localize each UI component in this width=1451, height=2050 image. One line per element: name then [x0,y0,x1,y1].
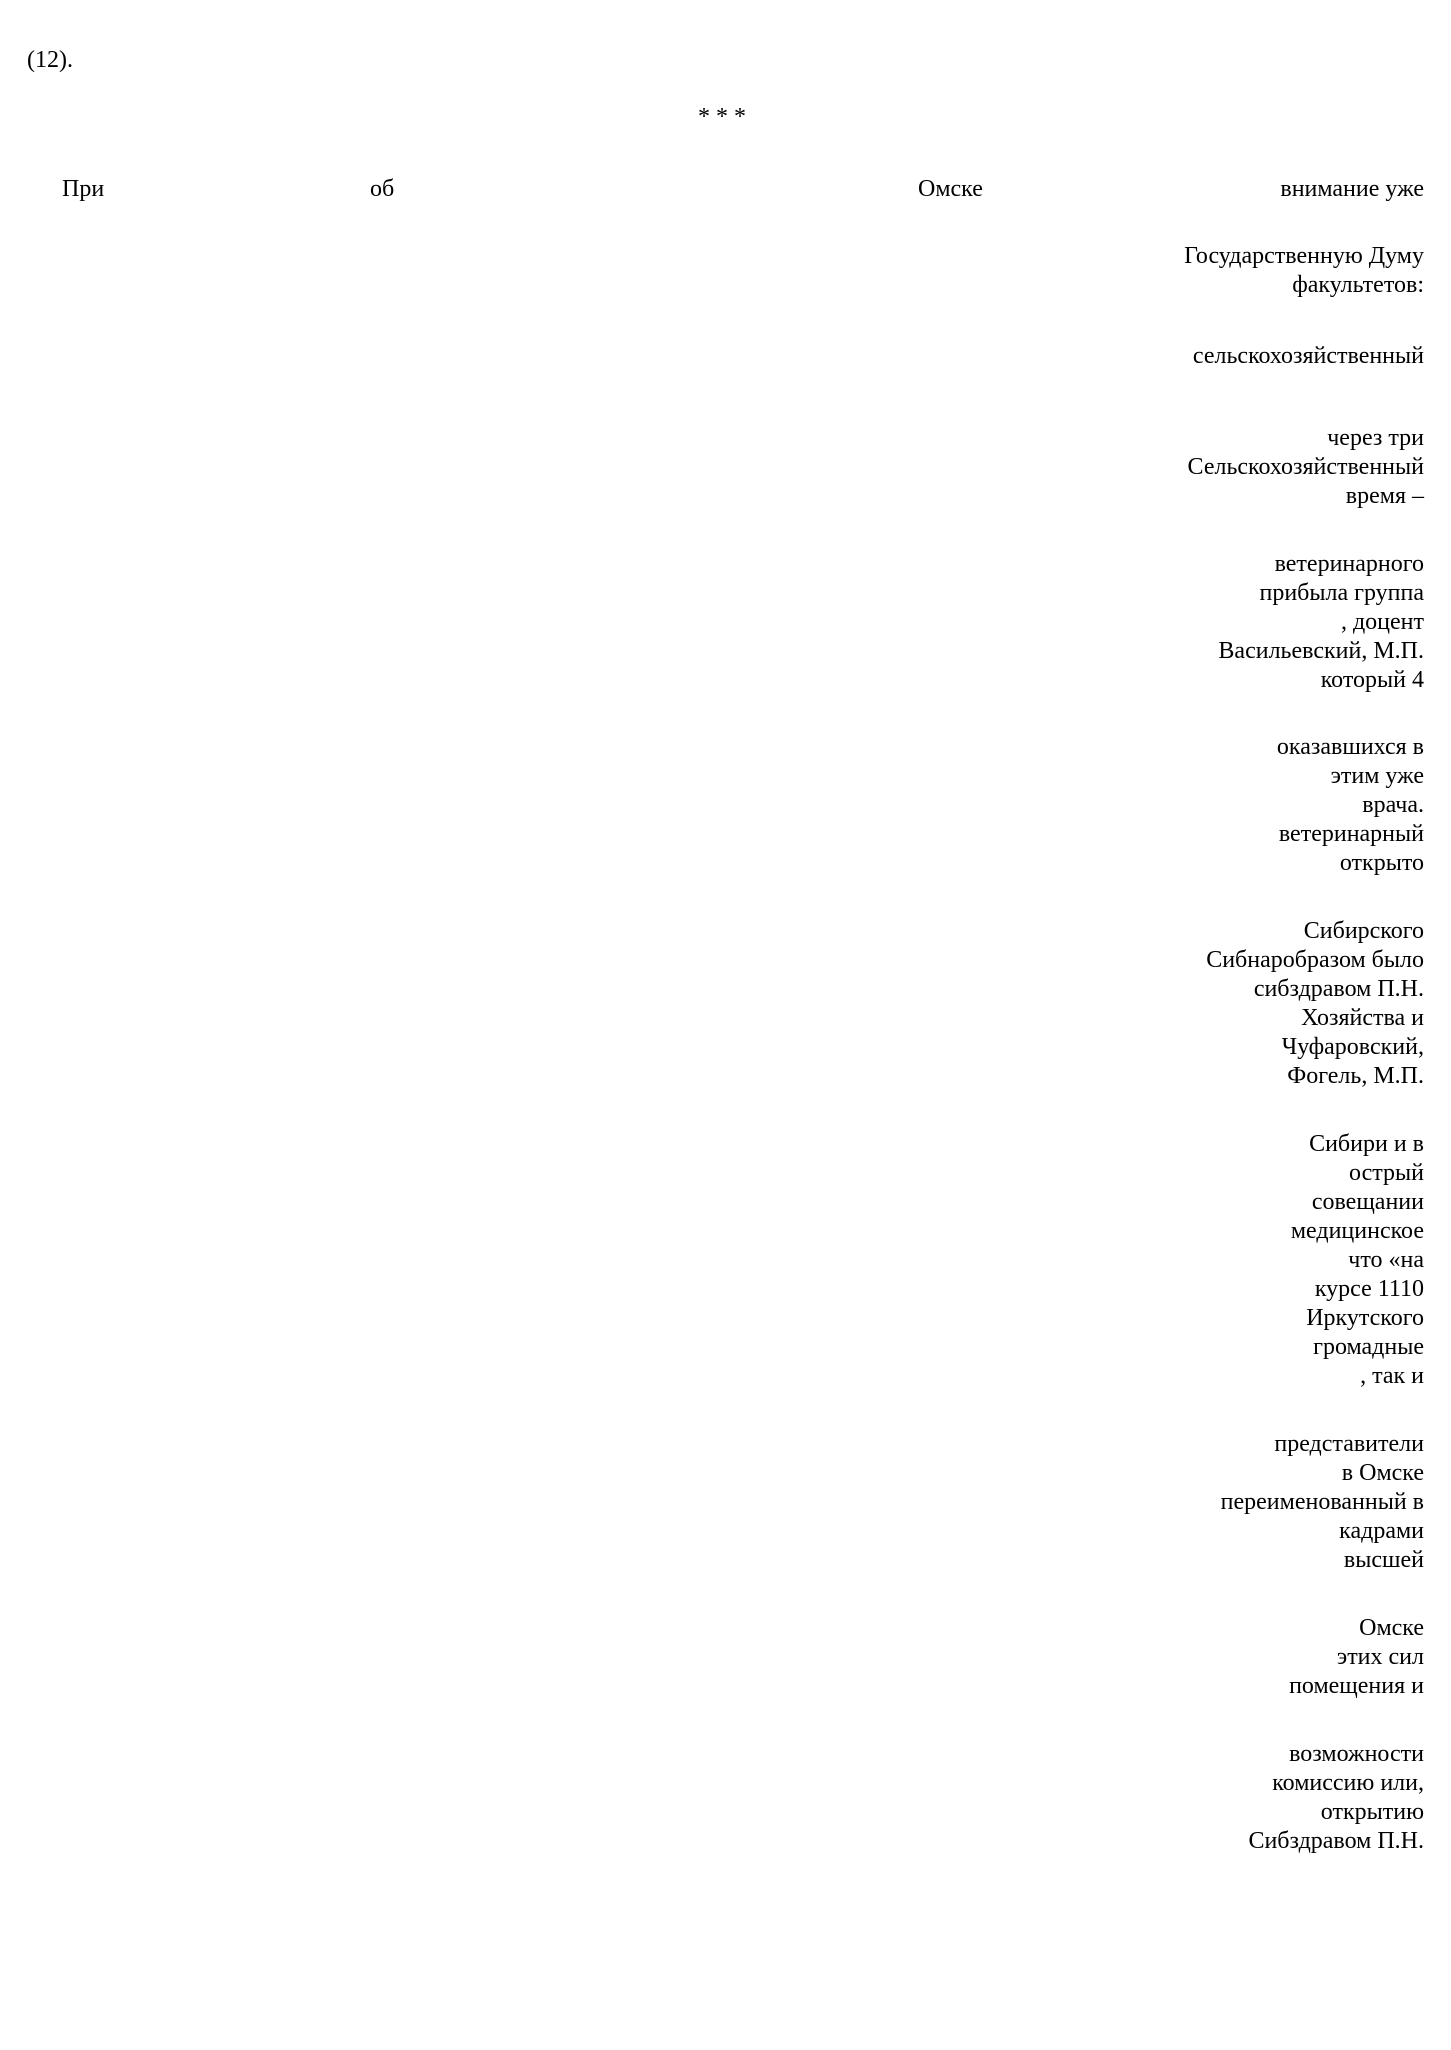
right-column-line: представители [1274,1431,1424,1457]
right-column-line: Сибири и в [1309,1131,1424,1157]
right-column-line: ветеринарный [1278,821,1424,847]
right-column-line: Иркутского [1306,1305,1424,1331]
right-column-line: высшей [1343,1547,1424,1573]
right-column-line: Чуфаровский, [1281,1034,1424,1060]
line-word-3: Омске [918,176,983,202]
right-column-line: , доцент [1340,609,1424,635]
line-word-1: При [62,176,105,202]
right-column-line: через три [1327,425,1424,451]
right-column-line: сибздравом П.Н. [1253,976,1424,1002]
line-word-2: об [370,176,395,202]
right-column-line: совещании [1311,1189,1424,1215]
section-separator: * * * [698,104,746,130]
right-column-line: Омске [1359,1615,1424,1641]
right-column-line: Сибирского [1303,918,1424,944]
right-column-line: прибыла группа [1259,580,1424,606]
right-column-line: открыто [1339,850,1424,876]
right-column-line: помещения и [1289,1673,1424,1699]
right-column-line: время – [1345,483,1424,509]
right-column-line: кадрами [1339,1518,1424,1544]
right-column-line: переименованный в [1220,1489,1424,1515]
right-column-line: медицинское [1290,1218,1424,1244]
right-column-line: сельскохозяйственный [1192,343,1424,369]
right-column-line: этих сил [1336,1644,1424,1670]
right-column-line: Хозяйства и [1301,1005,1424,1031]
right-column-line: громадные [1313,1334,1424,1360]
right-column-line: возможности [1289,1741,1424,1767]
right-column-line: ветеринарного [1274,551,1424,577]
right-column-line: который 4 [1320,667,1424,693]
right-column-line: Сибздравом П.Н. [1248,1828,1424,1854]
right-column-line: в Омске [1341,1460,1424,1486]
right-column-line: открытию [1320,1799,1424,1825]
right-column-line: Фогель, М.П. [1287,1063,1424,1089]
right-column-line: Васильевский, М.П. [1218,638,1424,664]
right-column-line: Сельскохозяйственный [1187,454,1424,480]
right-column-line: этим уже [1330,763,1424,789]
right-column-line: Сибнаробразом было [1206,947,1424,973]
right-column-line: острый [1349,1160,1424,1186]
right-column-line: факультетов: [1292,272,1424,298]
reference-number: (12). [27,47,73,73]
right-column-line: , так и [1360,1363,1424,1389]
right-column-line: что «на [1348,1247,1424,1273]
line-word-4: внимание уже [1280,176,1424,202]
right-column-line: курсе 1110 [1314,1276,1424,1302]
right-column-line: оказавшихся в [1276,734,1424,760]
right-column-line: врача. [1362,792,1424,818]
right-column-line: комиссию или, [1272,1770,1424,1796]
right-column-line: Государственную Думу [1184,243,1424,269]
